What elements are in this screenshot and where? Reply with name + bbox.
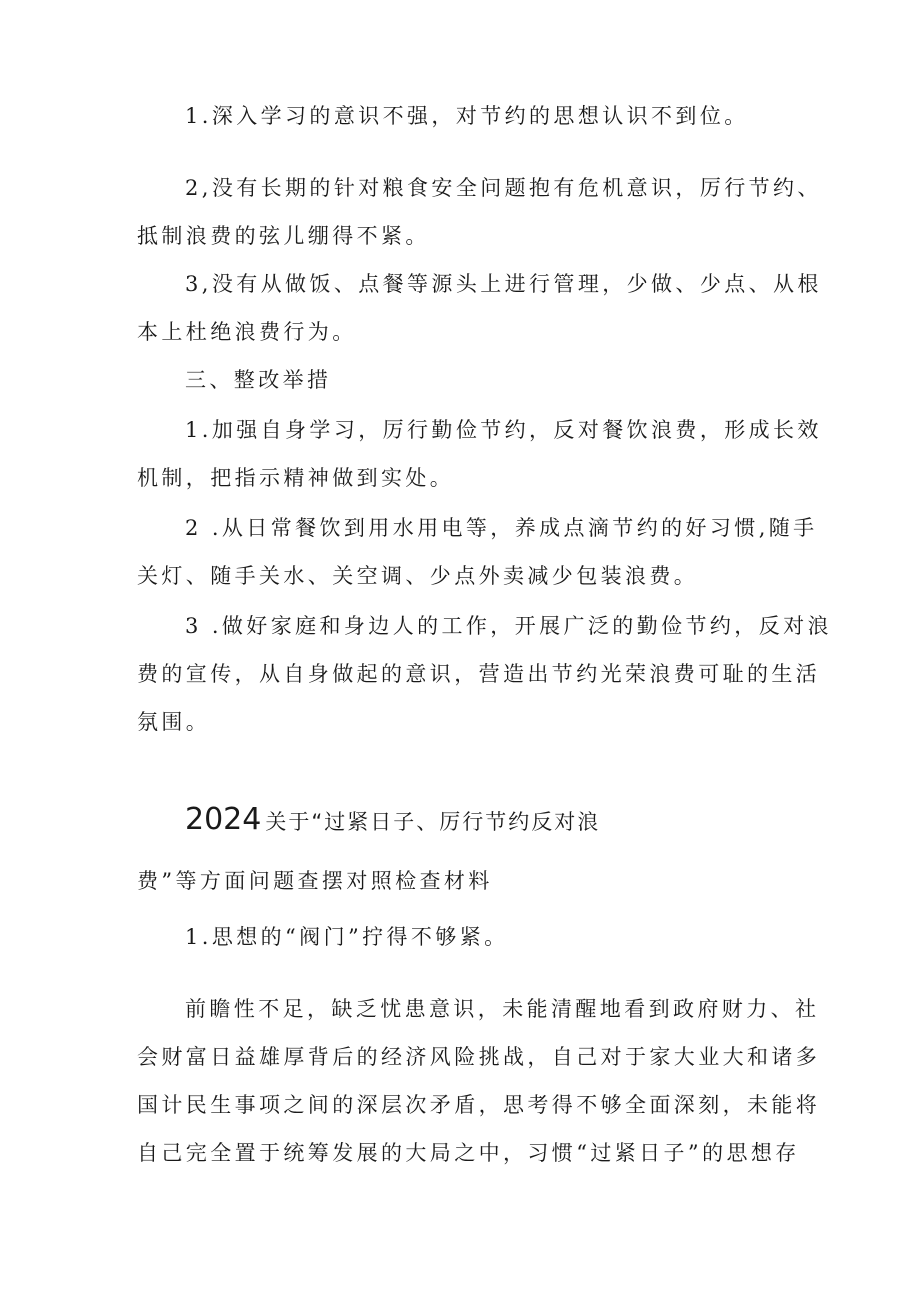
section-heading-thought: 1.思想的“阀门”拧得不够紧。 [185, 925, 509, 949]
measure-item-3-continued: 费的宣传，从自身做起的意识，营造出节约光荣浪费可耻的生活 [137, 662, 821, 686]
title-year: 2024 [185, 802, 262, 837]
measure-item-2: 2 .从日常餐饮到用水用电等，养成点滴节约的好习惯,随手 [185, 516, 818, 540]
paragraph-line-1: 前瞻性不足，缺乏忧患意识，未能清醒地看到政府财力、社 [185, 997, 820, 1021]
paragraph-line-2: 会财富日益雄厚背后的经济风险挑战，自己对于家大业大和诸多 [137, 1045, 821, 1069]
title-line-1: 关于“过紧日子、厉行节约反对浪 [265, 810, 601, 834]
list-item-3-continued: 本上杜绝浪费行为。 [137, 320, 357, 344]
paragraph-line-3: 国计民生事项之间的深层次矛盾，思考得不够全面深刻，未能将 [137, 1093, 821, 1117]
measure-item-1: 1.加强自身学习，厉行勤俭节约，反对餐饮浪费，形成长效 [185, 418, 822, 442]
list-item-3: 3,没有从做饭、点餐等源头上进行管理，少做、少点、从根 [185, 272, 822, 296]
measure-item-3: 3 .做好家庭和身边人的工作，开展广泛的勤俭节约，反对浪 [185, 614, 832, 638]
list-item-2: 2,没有长期的针对粮食安全问题抱有危机意识，厉行节约、 [185, 176, 822, 200]
list-item-1: 1.深入学习的意识不强，对节约的思想认识不到位。 [185, 104, 749, 128]
title-line-2: 费”等方面问题查摆对照检查材料 [137, 869, 493, 893]
measure-item-1-continued: 机制，把指示精神做到实处。 [137, 466, 455, 490]
measure-item-3-end: 氛围。 [137, 710, 211, 734]
list-item-2-continued: 抵制浪费的弦儿绷得不紧。 [137, 224, 430, 248]
section-heading-rectification: 三、整改举措 [185, 368, 332, 392]
measure-item-2-continued: 关灯、随手关水、关空调、少点外卖减少包装浪费。 [137, 564, 699, 588]
document-title [185, 798, 600, 844]
paragraph-line-4: 自己完全置于统筹发展的大局之中，习惯“过紧日子”的思想存 [137, 1141, 800, 1165]
